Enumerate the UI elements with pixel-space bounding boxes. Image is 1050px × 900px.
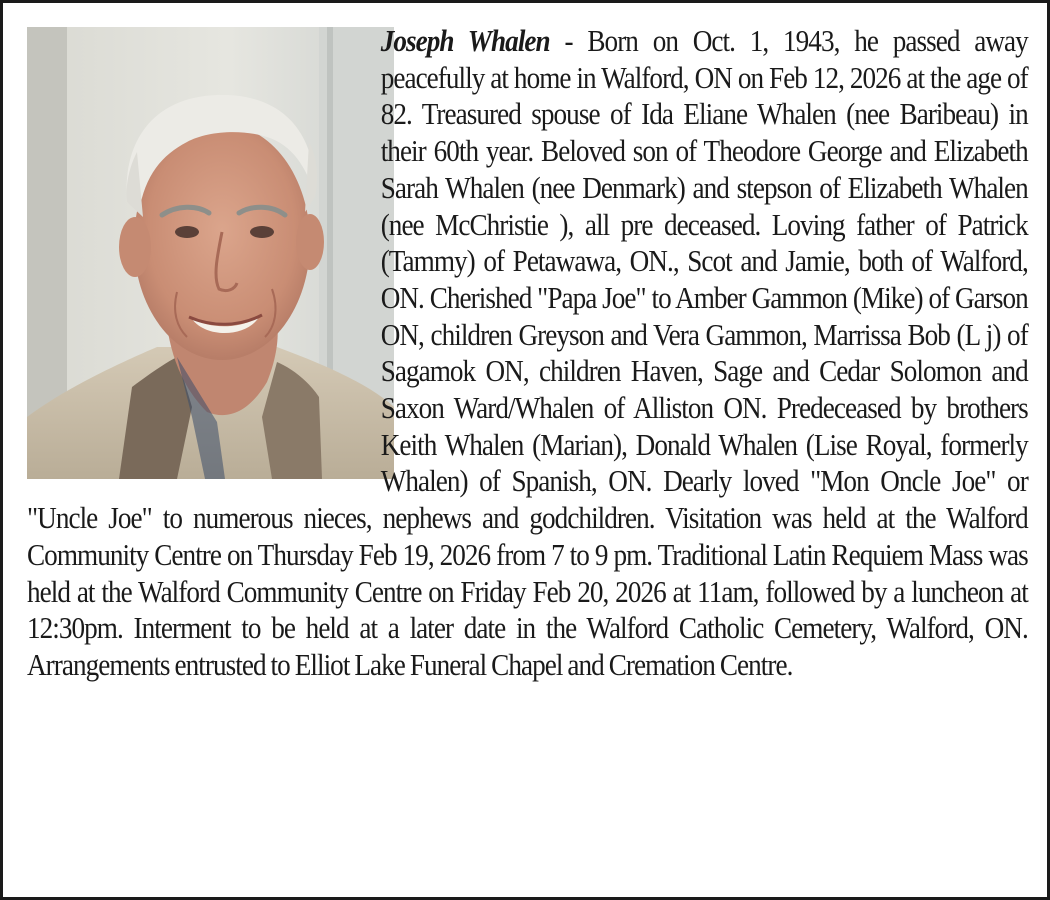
obituary-text (27, 23, 1028, 684)
deceased-name: Joseph Whalen (380, 24, 550, 58)
obituary-body: Born on Oct. 1, 1943, he passed away peacefully at home in Walford, ON on Feb 12, 2026 at the age of 82. Treasured spouse of Ida Eliane Whalen (nee Baribeau) in their 60th year. Beloved son of Theodore George and Elizabeth Sarah Whalen (nee Denmark) and stepson of Elizabeth Whalen (nee McChristie ), all pre deceased. Loving father of Patrick (Tammy) of Petawawa, ON., Scot and Jamie, both of Walford, ON. Cherished "Papa Joe" to Amber Gammon (Mike) of Garson ON, children Greyson and Vera Gammon, Marrissa Bob (L j) of Sagamok ON, children Haven, Sage and Cedar Solomon and Saxon Ward/Whalen of Alliston ON. Predeceased by brothers Keith Whalen (Marian), Donald Whalen (Lise Royal, formerly Whalen) of Spanish, ON. Dearly loved "Mon Oncle Joe" or "Uncle Joe" to numerous nieces, nephews and godchildren. Visitation was held at the Walford Community Centre on Thursday Feb 19, 2026 from 7 to 9 pm. Traditional Latin Requiem Mass was held at the Walford Community Centre on Friday Feb 20, 2026 at 11am, followed by a luncheon at 12:30pm. Interment to be held at a later date in the Walford Catholic Cemetery, Walford, ON. Arrangements entrusted to Elliot Lake Funeral Chapel and Cremation Centre. (27, 24, 1028, 682)
obituary-text-wrap (27, 23, 1028, 684)
name-separator: - (549, 24, 588, 58)
